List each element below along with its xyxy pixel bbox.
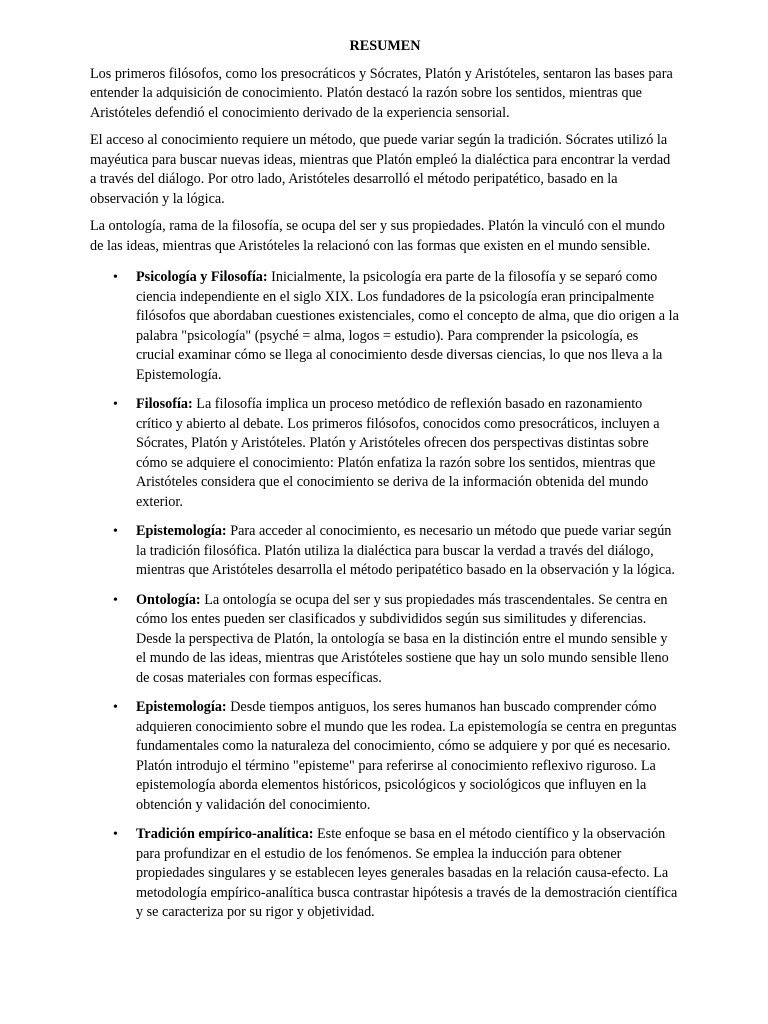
bullet-item-psicologia-filosofia [113,268,680,385]
bullet-text: La ontología se ocupa del ser y sus propiedades más trascendentales. Se centra en cómo los entes pueden ser clasificados y subdivididos según sus similitudes y diferencias. Desde la perspectiva de Platón, la ontología se basa en la distinción entre el mundo sensible y el mundo de las ideas, mientras que Aristóteles sostiene que hay un solo mundo sensible lleno de cosas materiales con formas específicas. [136,591,669,686]
bullet-icon: • [113,700,118,715]
bullet-item-epistemologia-1 [113,522,680,581]
bullet-icon: • [113,592,118,608]
bullet-item-ontologia [113,591,680,689]
bullet-term: Ontología: [136,591,201,608]
bullet-text: Para acceder al conocimiento, es necesario un método que puede variar según la tradición filosófica. Platón utiliza la dialéctica para buscar la verdad a través del diálogo, mientras que Aristóteles desarrolla el método peripatético basado en la observación y la lógica. [136,523,675,578]
bullet-icon: • [113,524,118,539]
bullet-item-tradicion-empirico-analitica [113,825,680,923]
intro-paragraph-3: La ontología, rama de la filosofía, se ocupa del ser y sus propiedades. Platón la vinculó con el mundo de las ideas, mientras que Aristóteles la relacionó con las formas que existen en el mundo sensible. [90,218,665,254]
intro-paragraph-1: Los primeros filósofos, como los presocráticos y Sócrates, Platón y Aristóteles, sentaron las bases para entender la adquisición de conocimiento. Platón destacó la razón sobre los sentidos, mientras que Aristóteles defendió el conocimiento derivado de la experiencia sensorial. [90,65,673,121]
bullet-text: Este enfoque se basa en el método científico y la observación para profundizar en el estudio de los fenómenos. Se emplea la inducción para obtener propiedades singulares y se establecen leyes generales basadas en la relación causa-efecto. La metodología empírico-analítica busca contrastar hipótesis a través de la demostración científica y se caracteriza por su rigor y objetividad. [136,826,678,920]
bullet-text: Desde tiempos antiguos, los seres humanos han buscado comprender cómo adquieren conocimiento sobre el mundo que les rodea. La epistemología se centra en preguntas fundamentales como la naturaleza del conocimiento, cómo se adquiere y por qué es necesario. Platón introdujo el término "episteme" para referirse al conocimiento reflexivo riguroso. La epistemología aborda elementos históricos, psicológicos y sociológicos que influyen en la obtención y validación del conocimiento. [136,699,677,813]
bullet-term: Tradición empírico-analítica: [136,826,314,842]
intro-paragraph-2: El acceso al conocimiento requiere un método, que puede variar según la tradición. Sócrates utilizó la mayéutica para buscar nuevas ideas, mientras que Platón empleó la dialéctica para encontrar la verdad a través del diálogo. Por otro lado, Aristóteles desarrolló el método peripatético, basado en la observación y la lógica. [90,132,671,207]
document-page [90,37,680,933]
bullet-term: Filosofía: [136,396,193,412]
bullet-text: La filosofía implica un proceso metódico de reflexión basado en razonamiento crítico y abierto al debate. Los primeros filósofos, conocidos como presocráticos, incluyen a Sócrates, Platón y Aristóteles. Platón y Aristóteles ofrecen dos perspectivas distintas sobre cómo se adquiere el conocimiento: Platón enfatiza la razón sobre los sentidos, mientras que Aristóteles considera que el conocimiento se deriva de la información obtenida del mundo exterior. [136,396,660,510]
topic-bullet-list [90,268,680,923]
bullet-item-epistemologia-2 [113,698,680,815]
bullet-icon: • [113,827,118,842]
bullet-term: Epistemología: [136,699,227,715]
document-title: RESUMEN [349,38,421,54]
bullet-term: Epistemología: [136,523,227,539]
bullet-item-filosofia [113,395,680,512]
bullet-icon: • [113,397,118,412]
bullet-term: Psicología y Filosofía: [136,269,268,285]
bullet-icon: • [113,270,118,285]
bullet-text: Inicialmente, la psicología era parte de la filosofía y se separó como ciencia independiente en el siglo XIX. Los fundadores de la psicología eran principalmente filósofos que abordaban cuestiones existenciales, como el concepto de alma, que dio origen a la palabra "psicología" (psyché = alma, logos = estudio). Para comprender la psicología, es crucial examinar cómo se llega al conocimiento desde diversas ciencias, lo que nos lleva a la Epistemología. [136,269,679,383]
